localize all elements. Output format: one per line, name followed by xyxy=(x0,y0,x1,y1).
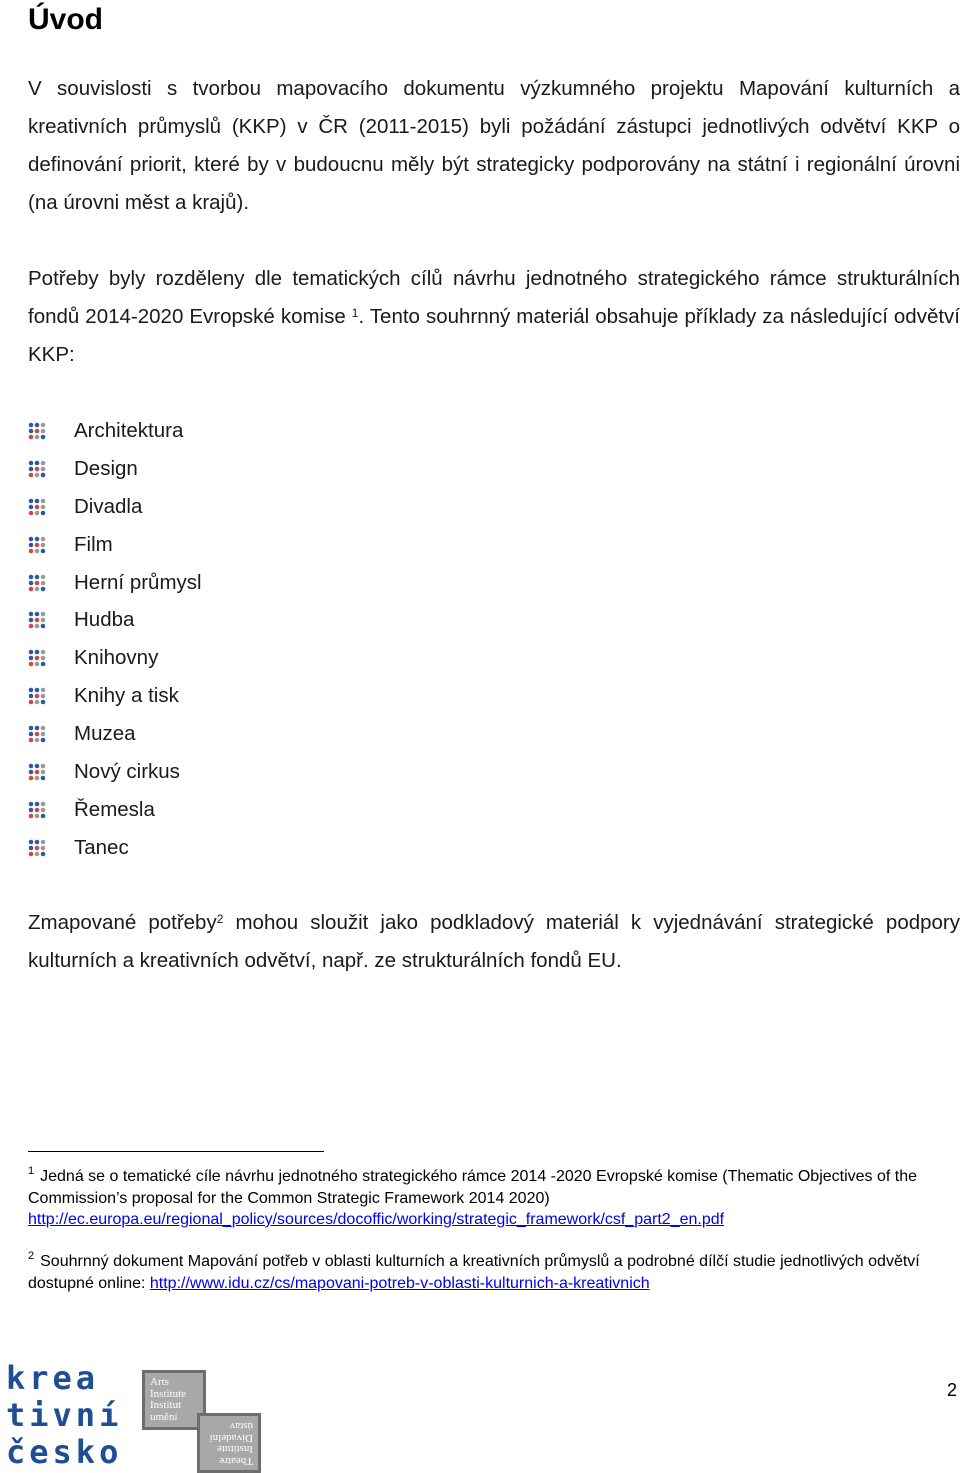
sector-item xyxy=(28,791,202,829)
footnote-divider xyxy=(28,1151,324,1152)
sector-label: Divadla xyxy=(74,494,143,518)
footnote-2 xyxy=(28,1251,928,1294)
sector-item xyxy=(28,450,202,488)
kreativni-cesko-logo xyxy=(6,1359,123,1471)
priorities-paragraph xyxy=(28,260,960,374)
sector-item xyxy=(28,601,202,639)
dotted-bullet-icon xyxy=(28,800,48,820)
sector-label: Design xyxy=(74,456,138,480)
sector-item xyxy=(28,677,202,715)
footnote-1-number: 1 xyxy=(28,1165,35,1177)
page-number: 2 xyxy=(947,1380,958,1400)
footnote-2-text: Souhrnný dokument Mapování potřeb v oblasti kulturních a kreativních průmyslů a podrobné dílčí studie jednotlivých odvětví dostupné online: xyxy=(28,1253,920,1292)
theatre-logo-line-4: ústav xyxy=(229,1420,253,1433)
logo-line-1: krea xyxy=(6,1359,100,1397)
conclusion-paragraph xyxy=(28,904,960,980)
dotted-bullet-icon xyxy=(28,610,48,630)
sector-label: Muzea xyxy=(74,722,136,746)
dotted-bullet-icon xyxy=(28,421,48,441)
dotted-bullet-icon xyxy=(28,648,48,668)
sector-item xyxy=(28,488,202,526)
sector-item xyxy=(28,753,202,791)
arts-logo-line-2: Institute xyxy=(150,1387,187,1400)
dotted-bullet-icon xyxy=(28,724,48,744)
sector-label: Knihovny xyxy=(74,646,159,670)
arts-logo-line-1: Arts xyxy=(150,1376,169,1388)
intro-paragraph: V souvislosti s tvorbou mapovacího dokumentu výzkumného projektu Mapování kulturních a kreativních průmyslů (KKP) v ČR (2011-2015) byli požádání zástupci jednotlivých odvětví KKP o definování priorit, které by v budoucnu měly být strategicky podporovány na státní i regionální úrovni (na úrovni měst a krajů). xyxy=(28,77,960,214)
sector-label: Nový cirkus xyxy=(74,759,180,783)
logo-line-3: česko xyxy=(6,1433,123,1471)
arts-logo-line-3: Institut xyxy=(150,1399,182,1411)
sector-label: Film xyxy=(74,532,113,556)
sector-item xyxy=(28,715,202,753)
sector-label: Knihy a tisk xyxy=(74,684,179,708)
sector-item xyxy=(28,829,202,867)
footnote-ref-2[interactable]: 2 xyxy=(216,912,224,926)
sector-item xyxy=(28,639,202,677)
footnote-1 xyxy=(28,1166,928,1231)
logo-line-2: tivní xyxy=(6,1396,123,1434)
sector-item xyxy=(28,526,202,564)
dotted-bullet-icon xyxy=(28,535,48,555)
theatre-logo-line-1: Theatre xyxy=(219,1455,253,1467)
priorities-text-before: Potřeby byly rozděleny dle tematických cílů návrhu jednotného strategického rámce strukturálních fondů 2014-2020 Evropské komise xyxy=(28,267,960,328)
conclusion-text-before: Zmapované potřeby xyxy=(28,911,217,934)
sector-label: Herní průmysl xyxy=(74,570,202,594)
theatre-logo-line-2: Institute xyxy=(216,1443,253,1456)
footnote-2-number: 2 xyxy=(28,1250,35,1262)
dotted-bullet-icon xyxy=(28,459,48,479)
footnote-1-text: Jedná se o tematické cíle návrhu jednotného strategického rámce 2014 -2020 Evropské komise (Thematic Objectives of the Commission’s proposal for the Common Strategic Framework 2014 2020) xyxy=(28,1168,918,1207)
arts-logo-line-4: umění xyxy=(150,1410,178,1423)
footnote-1-link[interactable]: http://ec.europa.eu/regional_policy/sources/docoffic/working/strategic_framework/csf_part2_en.pdf xyxy=(28,1211,725,1228)
dotted-bullet-icon xyxy=(28,686,48,706)
dotted-bullet-icon xyxy=(28,573,48,593)
sector-item xyxy=(28,564,202,602)
page-title: Úvod xyxy=(28,3,103,36)
sector-list xyxy=(28,412,202,867)
priorities-text-after: . Tento souhrnný materiál obsahuje příklady za následující odvětví KKP: xyxy=(28,305,960,366)
theatre-institute-logo xyxy=(197,1413,261,1473)
sector-item xyxy=(28,412,202,450)
footnote-ref-1[interactable]: 1 xyxy=(351,306,359,320)
theatre-logo-line-3: Divadelní xyxy=(209,1432,253,1444)
dotted-bullet-icon xyxy=(28,838,48,858)
sector-label: Tanec xyxy=(74,835,129,859)
sector-label: Hudba xyxy=(74,608,135,632)
dotted-bullet-icon xyxy=(28,762,48,782)
sector-label: Architektura xyxy=(74,418,184,442)
sector-label: Řemesla xyxy=(74,797,155,821)
conclusion-text-after: mohou sloužit jako podkladový materiál k vyjednávání strategické podpory kulturních a kreativních odvětví, např. ze strukturálních fondů EU. xyxy=(28,911,960,972)
dotted-bullet-icon xyxy=(28,497,48,517)
footnote-2-link[interactable]: http://www.idu.cz/cs/mapovani-potreb-v-oblasti-kulturnich-a-kreativnich xyxy=(149,1274,650,1292)
